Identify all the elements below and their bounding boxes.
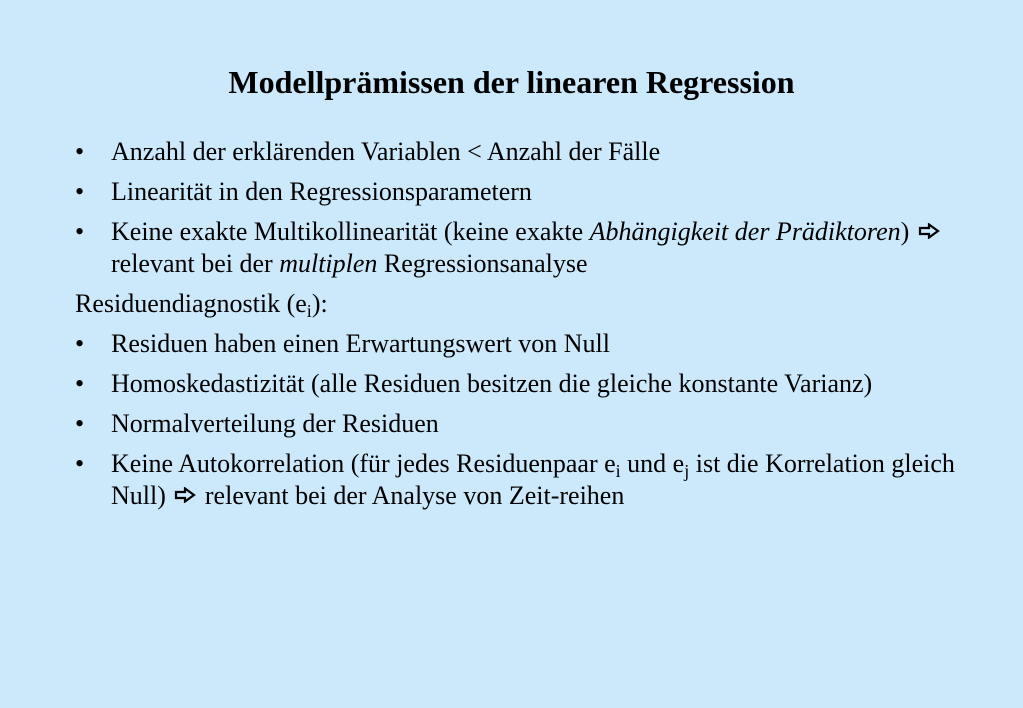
premises-list [75,136,955,280]
list-item [75,408,955,440]
right-arrow-icon [174,487,196,503]
slide-content [75,136,955,520]
text-segment: und e [620,449,685,478]
list-item [75,176,955,208]
list-item [75,216,955,280]
bullet-icon: • [75,449,85,478]
text-segment: Keine Autokorrelation (für jedes Residuenpaar e [111,449,616,478]
list-item-text: Linearität in den Regressionsparametern [111,177,532,206]
right-arrow-icon [918,223,940,239]
label-text: ): [311,289,328,318]
list-item [75,368,955,400]
bullet-icon: • [75,217,85,246]
list-item-text [111,449,955,510]
list-item-text: Anzahl der erklärenden Variablen < Anzahl der Fälle [111,137,661,166]
text-segment: relevant bei der [111,249,280,278]
bullet-icon: • [75,369,85,398]
list-item-text: Residuen haben einen Erwartungswert von Null [111,329,610,358]
bullet-icon: • [75,137,85,166]
text-segment: ist die Korrelation gleich Null) [111,449,955,510]
section-label-residual [75,288,955,320]
subscript: j [684,461,690,481]
bullet-icon: • [75,409,85,438]
subscript: i [615,461,621,481]
italic-text: multiplen [279,249,378,278]
label-text: Residuendiagnostik (e [75,289,307,318]
subscript: i [306,301,312,321]
list-item [75,448,955,512]
list-item-text: Homoskedastizität (alle Residuen besitzen die gleiche konstante Varianz) [111,369,873,398]
italic-text: Abhängigkeit der Prädiktoren [589,217,901,246]
bullet-icon: • [75,177,85,206]
text-segment: relevant bei der Analyse von Zeit-reihen [198,481,625,510]
list-item-text [111,217,942,278]
list-item [75,328,955,360]
text-segment: Keine exakte Multikollinearität (keine exakte [111,217,590,246]
list-item-text: Normalverteilung der Residuen [111,409,439,438]
slide-title: Modellprämissen der linearen Regression [228,64,795,100]
list-item [75,136,955,168]
bullet-icon: • [75,329,85,358]
text-segment: Regressionsanalyse [377,249,588,278]
residual-list [75,328,955,512]
text-segment: ) [900,217,910,246]
